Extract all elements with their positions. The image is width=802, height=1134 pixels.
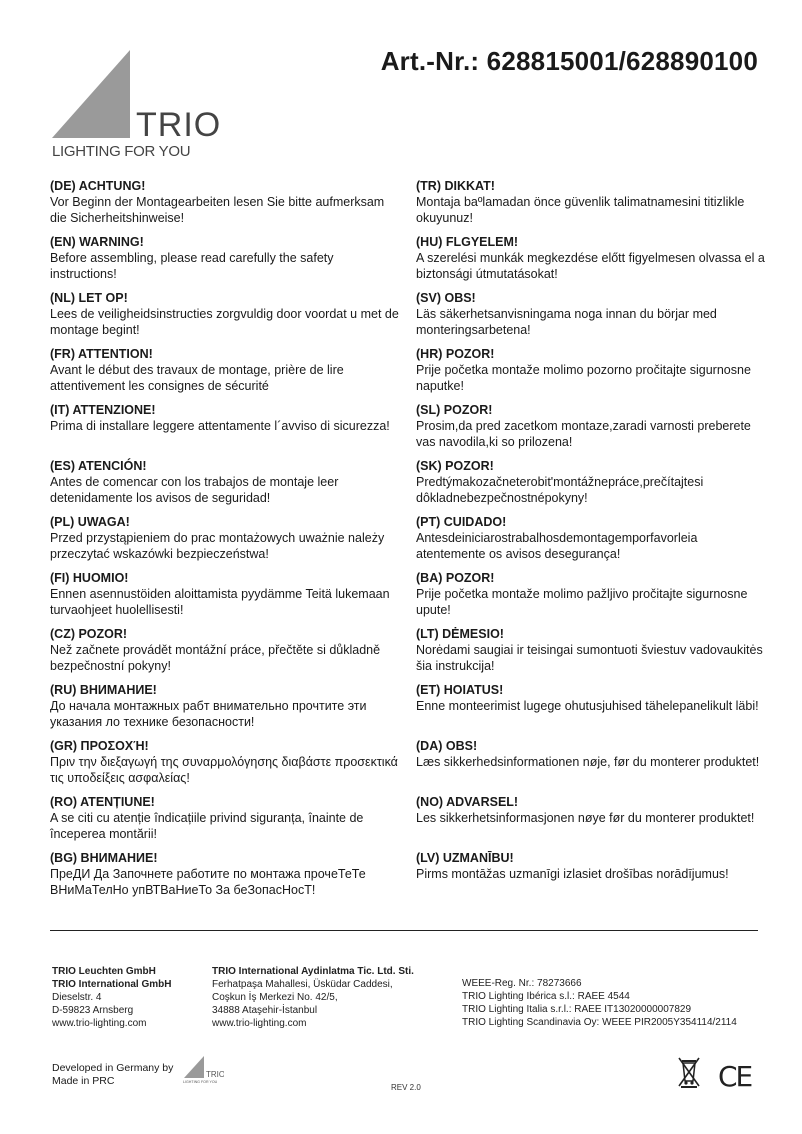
developed-made-in: Developed in Germany by Made in PRC [52,1062,174,1087]
footer-weee-registrations: WEEE-Reg. Nr.: 78273666 TRIO Lighting Ibérica s.l.: RAEE 4544 TRIO Lighting Italia s.r.l.: RAEE IT13020000007829 TRIO Lighting Scandinavia Oy: WEEE PIR2005Y354114/2114 [462,978,737,1028]
warning-tr: (TR) DIKKAT! Montaja baºlamadan önce güvenlik talimatnamesini titizlikle okuyunuz! [416,179,745,225]
warning-nl: (NL) LET OP! Lees de veiligheidsinstructies zorgvuldig door voordat u met de montage begint! [50,291,399,337]
ce-mark: CE [718,1060,752,1093]
footer-web-link[interactable]: www.trio-lighting.com [52,1018,147,1029]
warning-lv: (LV) UZMANĪBU! Pirms montāžas uzmanīgi izlasiet drošības norādījumus! [416,851,729,881]
warning-da: (DA) OBS! Læs sikkerhedsinformationen nøje, før du monterer produktet! [416,739,760,769]
warning-sl: (SL) POZOR! Prosim,da pred zacetkom montaze,zaradi varnosti preberete vas navodila,ki so prilozena! [416,403,751,449]
warning-fr: (FR) ATTENTION! Avant le début des travaux de montage, prière de lire attentivement les consignes de sécurité [50,347,344,393]
warning-et: (ET) HOIATUS! Enne monteerimist lugege ohutusjuhised tähelepanelikult läbi! [416,683,759,713]
revision: REV 2.0 [391,1083,421,1092]
footer-company-germany: TRIO Leuchten GmbH TRIO International GmbH Dieselstr. 4 D-59823 Arnsberg www.trio-lighting.com [52,966,172,1029]
warnings-left-column [50,178,400,906]
warning-fi: (FI) HUOMIO! Ennen asennustöiden aloittamista pyydämme Teitä lukemaan turvaohjeet huolellisesti! [50,571,390,617]
footer-divider [50,930,758,931]
mini-logo-triangle-icon [182,1056,224,1084]
warning-sv: (SV) OBS! Läs säkerhetsanvisningama noga innan du börjar med monteringsarbetena! [416,291,717,337]
trio-mini-logo [182,1056,224,1084]
warnings-right-column [416,178,766,906]
warning-hu: (HU) FLGYELEM! A szerelési munkák megkezdése előtt figyelmesen olvassa el a biztonsági útmutatásokat! [416,235,765,281]
warning-ru: (RU) ВНИМАНИЕ! До начала монтажных рабт внимательно прочтите эти указания ло технике безопасности! [50,683,367,729]
svg-text:TRIO: TRIO [206,1070,224,1079]
article-number: Art.-Nr.: 628815001/628890100 [380,46,758,76]
footer-web-link[interactable]: www.trio-lighting.com [212,1018,307,1029]
weee-crossed-bin-icon [676,1056,702,1093]
warning-sk: (SK) POZOR! Predtýmakozačneterobit'montážnepráce,prečítajtesi dôkladnebezpečnostnépokyny! [416,459,704,505]
warning-es: (ES) ATENCIÓN! Antes de comencar con los trabajos de montaje leer detenidamente los avisos de seguridad! [50,459,339,505]
svg-text:LIGHTING FOR YOU: LIGHTING FOR YOU [183,1080,218,1084]
warning-de: (DE) ACHTUNG! Vor Beginn der Montagearbeiten lesen Sie bitte aufmerksam die Sicherheitshinweise! [50,179,385,225]
warning-cz: (CZ) POZOR! Než začnete provádět montážní práce, přečtěte si důkladně bezpečnostní pokyny! [50,627,381,673]
warning-en: (EN) WARNING! Before assembling, please read carefully the safety instructions! [50,235,334,281]
warning-pt: (PT) CUIDADO! Antesdeiniciarostrabalhosdemontagemporfavorleia atentemente os avisos desegurança! [416,515,698,561]
warning-ba: (BA) POZOR! Prije početka montaže molimo pažljivo pročitajte sigurnosne upute! [416,571,748,617]
footer-company-turkey: TRIO International Aydinlatma Tic. Ltd. Sti. Ferhatpaşa Mahallesi, Üsküdar Caddesi, Coşkun İş Merkezi No. 42/5, 34888 Ataşehir-İstanbul www.trio-lighting.com [212,966,414,1029]
warning-hr: (HR) POZOR! Prije početka montaže molimo pozorno pročitajte sigurnosne naputke! [416,347,751,393]
logo-tagline: LIGHTING FOR YOU [52,143,191,160]
logo-brand: TRIO [136,106,222,144]
warning-pl: (PL) UWAGA! Przed przystąpieniem do prac montażowych uważnie należy przeczytać wskazówki bezpieczeństwa! [50,515,385,561]
warning-no: (NO) ADVARSEL! Les sikkerhetsinformasjonen nøye før du monterer produktet! [416,795,755,825]
warning-it: (IT) ATTENZIONE! Prima di installare leggere attentamente l´avviso di sicurezza! [50,403,390,433]
trio-logo [52,50,222,162]
warning-ro: (RO) ATENȚIUNE! A se citi cu atenție îndicațiile privind siguranța, înainte de începerea montării! [50,795,364,841]
warning-lt: (LT) DĖMESIO! Norėdami saugiai ir teisingai sumontuoti šviestuv vadovaukitės šia instrukcija! [416,627,763,673]
warning-gr: (GR) ΠΡΟΣΟΧΉ! Πριν την διεξαγωγή της συναρμολόγησης διαβάστε προσεκτικά τις υποδείξεις ασφαλείας! [50,739,398,785]
warning-bg: (BG) ВНИМАНИЕ! ПреДИ Да Започнете работите по монтажа прочеТеТе ВНиМаТелНо упВТВаНиеТо За беЗопасНосТ! [50,851,366,897]
